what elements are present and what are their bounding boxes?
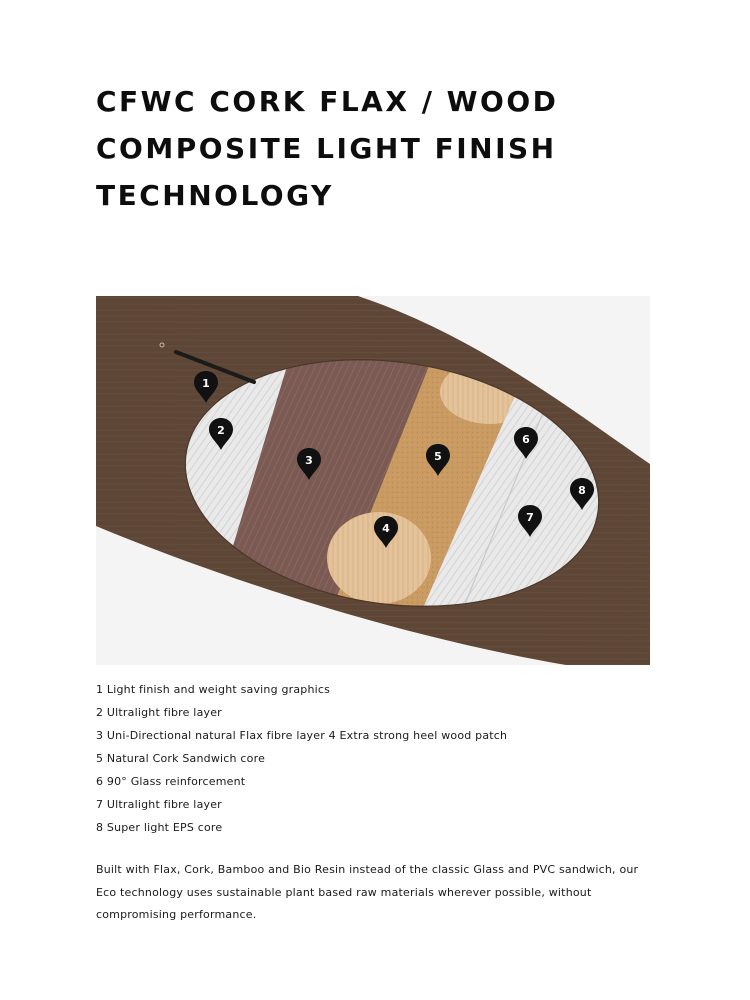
board-construction-figure bbox=[96, 296, 650, 665]
marker-4-label: 4 bbox=[382, 522, 390, 535]
legend-item: 1 Light finish and weight saving graphics bbox=[96, 683, 331, 696]
marker-3-label: 3 bbox=[305, 454, 313, 467]
title-line-2: COMPOSITE LIGHT FINISH bbox=[96, 132, 557, 165]
board-cutaway-illustration bbox=[96, 296, 650, 665]
legend-item: 3 Uni-Directional natural Flax fibre layer 4 Extra strong heel wood patch bbox=[96, 729, 508, 742]
legend-item: 5 Natural Cork Sandwich core bbox=[96, 752, 266, 765]
technology-description: Built with Flax, Cork, Bamboo and Bio Resin instead of the classic Glass and PVC sandwich, our Eco technology uses sustainable plant based raw materials wherever possible, without compromising performance. bbox=[96, 863, 639, 921]
marker-8-label: 8 bbox=[578, 484, 586, 497]
legend-item: 2 Ultralight fibre layer bbox=[96, 706, 222, 719]
marker-1-label: 1 bbox=[202, 377, 210, 390]
legend-item: 8 Super light EPS core bbox=[96, 821, 223, 834]
legend-item: 6 90° Glass reinforcement bbox=[96, 775, 246, 788]
marker-7-label: 7 bbox=[526, 511, 534, 524]
marker-6-label: 6 bbox=[522, 433, 530, 446]
layer-legend bbox=[96, 678, 507, 839]
marker-5-label: 5 bbox=[434, 450, 442, 463]
legend-item: 7 Ultralight fibre layer bbox=[96, 798, 222, 811]
page-title bbox=[96, 78, 656, 219]
title-line-3: TECHNOLOGY bbox=[96, 179, 334, 212]
title-line-1: CFWC CORK FLAX / WOOD bbox=[96, 85, 559, 118]
marker-2-label: 2 bbox=[217, 424, 225, 437]
